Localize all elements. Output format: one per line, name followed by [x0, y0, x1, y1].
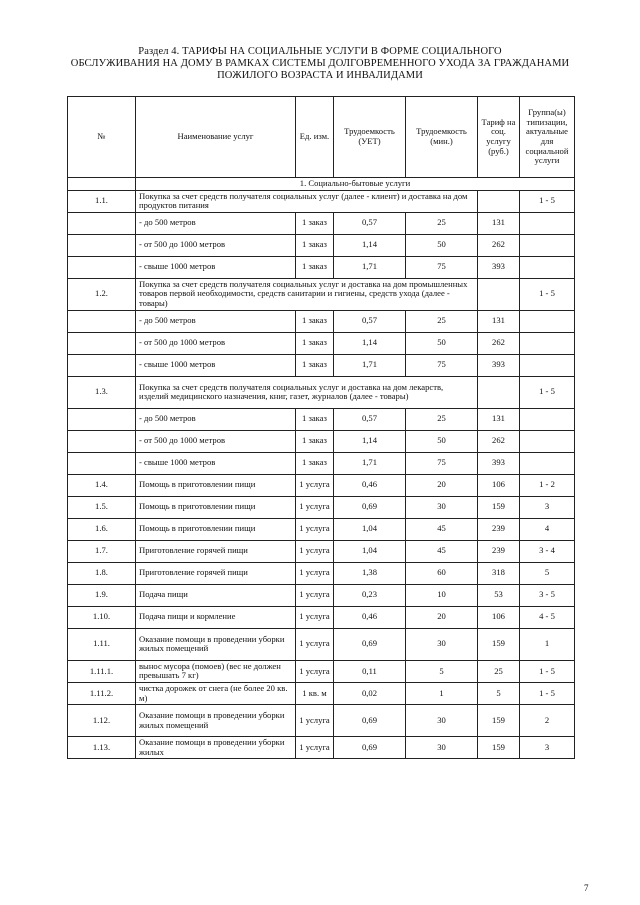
section-row — [68, 178, 575, 191]
cell-group — [520, 430, 575, 452]
table-header-row — [68, 97, 575, 178]
cell-labor-uet: 1,71 — [334, 452, 406, 474]
cell-group: 3 — [520, 496, 575, 518]
cell-name: - свыше 1000 метров — [136, 256, 296, 278]
cell-tariff: 393 — [478, 354, 520, 376]
tariffs-table — [67, 96, 575, 759]
cell-tariff: 159 — [478, 705, 520, 737]
cell-group: 1 - 2 — [520, 474, 575, 496]
cell-unit: 1 услуга — [296, 518, 334, 540]
cell-labor-min: 25 — [406, 408, 478, 430]
cell-group: 4 — [520, 518, 575, 540]
cell-num: 1.5. — [68, 496, 136, 518]
cell-group: 1 — [520, 628, 575, 660]
cell-group: 5 — [520, 562, 575, 584]
cell-unit: 1 услуга — [296, 584, 334, 606]
cell-tariff: 131 — [478, 408, 520, 430]
table-row — [68, 562, 575, 584]
cell-tariff: 159 — [478, 737, 520, 759]
cell-tariff: 393 — [478, 256, 520, 278]
cell-name: - до 500 метров — [136, 408, 296, 430]
cell-group: 3 - 4 — [520, 540, 575, 562]
cell-tariff: 131 — [478, 310, 520, 332]
cell-labor-min: 30 — [406, 737, 478, 759]
cell-group — [520, 354, 575, 376]
cell-tariff — [478, 376, 520, 408]
cell-num: 1.1. — [68, 190, 136, 212]
cell-name: Покупка за счет средств получателя социальных услуг и доставка на дом промышленных товаров первой необходимости, средств санитарии и гигиены, средств ухода (далее - товары) — [136, 278, 478, 310]
cell-unit: 1 услуга — [296, 540, 334, 562]
cell-group: 1 - 5 — [520, 682, 575, 704]
cell-group — [520, 310, 575, 332]
cell-name: вынос мусора (помоев) (вес не должен превышать 7 кг) — [136, 660, 296, 682]
cell-tariff: 159 — [478, 628, 520, 660]
cell-labor-uet: 0,57 — [334, 408, 406, 430]
table-row — [68, 234, 575, 256]
cell-name: чистка дорожек от снега (не более 20 кв. м) — [136, 682, 296, 704]
cell-num: 1.8. — [68, 562, 136, 584]
table-row — [68, 682, 575, 704]
cell-name: Оказание помощи в проведении уборки жилых помещений — [136, 628, 296, 660]
cell-tariff: 318 — [478, 562, 520, 584]
table-row — [68, 628, 575, 660]
table-row — [68, 256, 575, 278]
cell-labor-min: 75 — [406, 256, 478, 278]
cell-num: 1.10. — [68, 606, 136, 628]
table-row — [68, 474, 575, 496]
section-title-line-3: ПОЖИЛОГО ВОЗРАСТА И ИНВАЛИДАМИ — [217, 70, 423, 81]
cell-labor-min: 30 — [406, 705, 478, 737]
cell-labor-uet: 0,23 — [334, 584, 406, 606]
cell-num — [68, 212, 136, 234]
cell-labor-uet: 0,69 — [334, 496, 406, 518]
section-title-line-2: ОБСЛУЖИВАНИЯ НА ДОМУ В РАМКАХ СИСТЕМЫ ДОЛГОВРЕМЕННОГО УХОДА ЗА ГРАЖДАНАМИ — [70, 58, 570, 69]
cell-name: Оказание помощи в проведении уборки жилых помещений — [136, 705, 296, 737]
cell-labor-min: 45 — [406, 540, 478, 562]
cell-num — [68, 234, 136, 256]
cell-unit: 1 услуга — [296, 562, 334, 584]
cell-labor-uet: 0,57 — [334, 310, 406, 332]
cell-labor-min: 30 — [406, 628, 478, 660]
cell-labor-uet: 0,11 — [334, 660, 406, 682]
cell-labor-uet: 1,04 — [334, 518, 406, 540]
cell-labor-uet: 0,46 — [334, 606, 406, 628]
cell-unit: 1 услуга — [296, 705, 334, 737]
cell-unit: 1 заказ — [296, 234, 334, 256]
table-row — [68, 408, 575, 430]
cell-name: - от 500 до 1000 метров — [136, 332, 296, 354]
header-labor-uet: Трудоемкость (УЕТ) — [334, 97, 406, 178]
table-row — [68, 278, 575, 310]
cell-labor-uet: 0,69 — [334, 737, 406, 759]
cell-tariff: 131 — [478, 212, 520, 234]
cell-name: - от 500 до 1000 метров — [136, 430, 296, 452]
cell-name: Подача пищи и кормление — [136, 606, 296, 628]
cell-name: - свыше 1000 метров — [136, 452, 296, 474]
cell-unit: 1 заказ — [296, 256, 334, 278]
cell-num — [68, 354, 136, 376]
cell-num — [68, 332, 136, 354]
cell-group: 2 — [520, 705, 575, 737]
table-row — [68, 606, 575, 628]
cell-num: 1.3. — [68, 376, 136, 408]
cell-labor-min: 25 — [406, 310, 478, 332]
cell-tariff: 25 — [478, 660, 520, 682]
cell-name: - свыше 1000 метров — [136, 354, 296, 376]
cell-labor-uet: 1,38 — [334, 562, 406, 584]
cell-tariff: 159 — [478, 496, 520, 518]
table-row — [68, 705, 575, 737]
table-row — [68, 518, 575, 540]
section-1-label: 1. Социально-бытовые услуги — [136, 178, 575, 191]
cell-unit: 1 заказ — [296, 332, 334, 354]
cell-tariff — [478, 278, 520, 310]
table-row — [68, 540, 575, 562]
cell-labor-min: 1 — [406, 682, 478, 704]
cell-num: 1.12. — [68, 705, 136, 737]
cell-group: 4 - 5 — [520, 606, 575, 628]
table-row — [68, 430, 575, 452]
cell-num: 1.9. — [68, 584, 136, 606]
cell-labor-uet: 1,04 — [334, 540, 406, 562]
cell-name: Помощь в приготовлении пищи — [136, 518, 296, 540]
cell-unit: 1 заказ — [296, 310, 334, 332]
cell-group — [520, 332, 575, 354]
table-row — [68, 190, 575, 212]
cell-labor-uet: 1,71 — [334, 354, 406, 376]
cell-labor-min: 30 — [406, 496, 478, 518]
cell-tariff — [478, 190, 520, 212]
table-row — [68, 332, 575, 354]
table-row — [68, 212, 575, 234]
cell-num: 1.11.1. — [68, 660, 136, 682]
cell-name: Приготовление горячей пищи — [136, 562, 296, 584]
header-tariff: Тариф на соц. услугу (руб.) — [478, 97, 520, 178]
cell-labor-min: 60 — [406, 562, 478, 584]
header-num: № — [68, 97, 136, 178]
cell-labor-uet: 0,69 — [334, 628, 406, 660]
cell-labor-uet: 0,02 — [334, 682, 406, 704]
cell-labor-min: 20 — [406, 474, 478, 496]
cell-name: Покупка за счет средств получателя социальных услуг (далее - клиент) и доставка на дом продуктов питания — [136, 190, 478, 212]
cell-name: Приготовление горячей пищи — [136, 540, 296, 562]
cell-labor-uet: 1,14 — [334, 234, 406, 256]
cell-labor-min: 50 — [406, 430, 478, 452]
cell-unit: 1 заказ — [296, 354, 334, 376]
cell-labor-uet: 1,14 — [334, 430, 406, 452]
cell-tariff: 239 — [478, 518, 520, 540]
cell-name: - до 500 метров — [136, 212, 296, 234]
cell-labor-min: 25 — [406, 212, 478, 234]
table-row — [68, 584, 575, 606]
cell-labor-min: 50 — [406, 332, 478, 354]
table-row — [68, 310, 575, 332]
cell-num — [68, 310, 136, 332]
cell-unit: 1 услуга — [296, 660, 334, 682]
cell-tariff: 393 — [478, 452, 520, 474]
cell-tariff: 53 — [478, 584, 520, 606]
cell-labor-min: 75 — [406, 452, 478, 474]
cell-labor-min: 45 — [406, 518, 478, 540]
cell-group — [520, 212, 575, 234]
cell-labor-uet: 0,69 — [334, 705, 406, 737]
cell-group — [520, 256, 575, 278]
cell-name: Покупка за счет средств получателя социальных услуг и доставка на дом лекарств, изделий медицинского назначения, книг, газет, журналов (далее - товары) — [136, 376, 478, 408]
header-name: Наименование услуг — [136, 97, 296, 178]
cell-group: 3 - 5 — [520, 584, 575, 606]
cell-num: 1.2. — [68, 278, 136, 310]
cell-name: Помощь в приготовлении пищи — [136, 496, 296, 518]
cell-labor-uet: 1,71 — [334, 256, 406, 278]
cell-name: - до 500 метров — [136, 310, 296, 332]
cell-tariff: 5 — [478, 682, 520, 704]
cell-name: Оказание помощи в проведении уборки жилых — [136, 737, 296, 759]
table-row — [68, 354, 575, 376]
cell-tariff: 262 — [478, 430, 520, 452]
page-number: 7 — [584, 883, 589, 893]
cell-num: 1.4. — [68, 474, 136, 496]
cell-unit: 1 услуга — [296, 474, 334, 496]
cell-group: 1 - 5 — [520, 190, 575, 212]
table-row — [68, 660, 575, 682]
cell-name: Подача пищи — [136, 584, 296, 606]
section-title — [60, 46, 580, 82]
table-row — [68, 737, 575, 759]
cell-group — [520, 234, 575, 256]
cell-unit: 1 услуга — [296, 606, 334, 628]
table-row — [68, 452, 575, 474]
cell-labor-min: 20 — [406, 606, 478, 628]
cell-unit: 1 услуга — [296, 628, 334, 660]
cell-num: 1.6. — [68, 518, 136, 540]
cell-unit: 1 заказ — [296, 408, 334, 430]
cell-group — [520, 452, 575, 474]
cell-labor-min: 10 — [406, 584, 478, 606]
cell-num — [68, 452, 136, 474]
cell-num: 1.11. — [68, 628, 136, 660]
header-unit: Ед. изм. — [296, 97, 334, 178]
cell-group: 1 - 5 — [520, 660, 575, 682]
cell-unit: 1 кв. м — [296, 682, 334, 704]
table-row — [68, 496, 575, 518]
cell-tariff: 262 — [478, 332, 520, 354]
cell-group: 3 — [520, 737, 575, 759]
cell-tariff: 239 — [478, 540, 520, 562]
cell-group — [520, 408, 575, 430]
table-row — [68, 376, 575, 408]
section-title-line-1: Раздел 4. ТАРИФЫ НА СОЦИАЛЬНЫЕ УСЛУГИ В ФОРМЕ СОЦИАЛЬНОГО — [138, 46, 502, 57]
cell-tariff: 106 — [478, 474, 520, 496]
cell-num: 1.7. — [68, 540, 136, 562]
cell-unit: 1 заказ — [296, 430, 334, 452]
cell-tariff: 262 — [478, 234, 520, 256]
cell-num: 1.11.2. — [68, 682, 136, 704]
cell-num — [68, 408, 136, 430]
cell-labor-min: 5 — [406, 660, 478, 682]
cell-group: 1 - 5 — [520, 376, 575, 408]
cell-labor-uet: 0,57 — [334, 212, 406, 234]
cell-num: 1.13. — [68, 737, 136, 759]
cell-unit: 1 услуга — [296, 737, 334, 759]
cell-group: 1 - 5 — [520, 278, 575, 310]
cell-tariff: 106 — [478, 606, 520, 628]
cell-num — [68, 430, 136, 452]
cell-labor-min: 75 — [406, 354, 478, 376]
cell-unit: 1 заказ — [296, 452, 334, 474]
cell-unit: 1 заказ — [296, 212, 334, 234]
cell-name: - от 500 до 1000 метров — [136, 234, 296, 256]
header-labor-min: Трудоемкость (мин.) — [406, 97, 478, 178]
cell-labor-min: 50 — [406, 234, 478, 256]
cell-unit: 1 услуга — [296, 496, 334, 518]
cell-name: Помощь в приготовлении пищи — [136, 474, 296, 496]
cell-num — [68, 256, 136, 278]
cell-labor-uet: 1,14 — [334, 332, 406, 354]
header-group: Группа(ы) типизации, актуальные для социальной услуги — [520, 97, 575, 178]
cell-labor-uet: 0,46 — [334, 474, 406, 496]
